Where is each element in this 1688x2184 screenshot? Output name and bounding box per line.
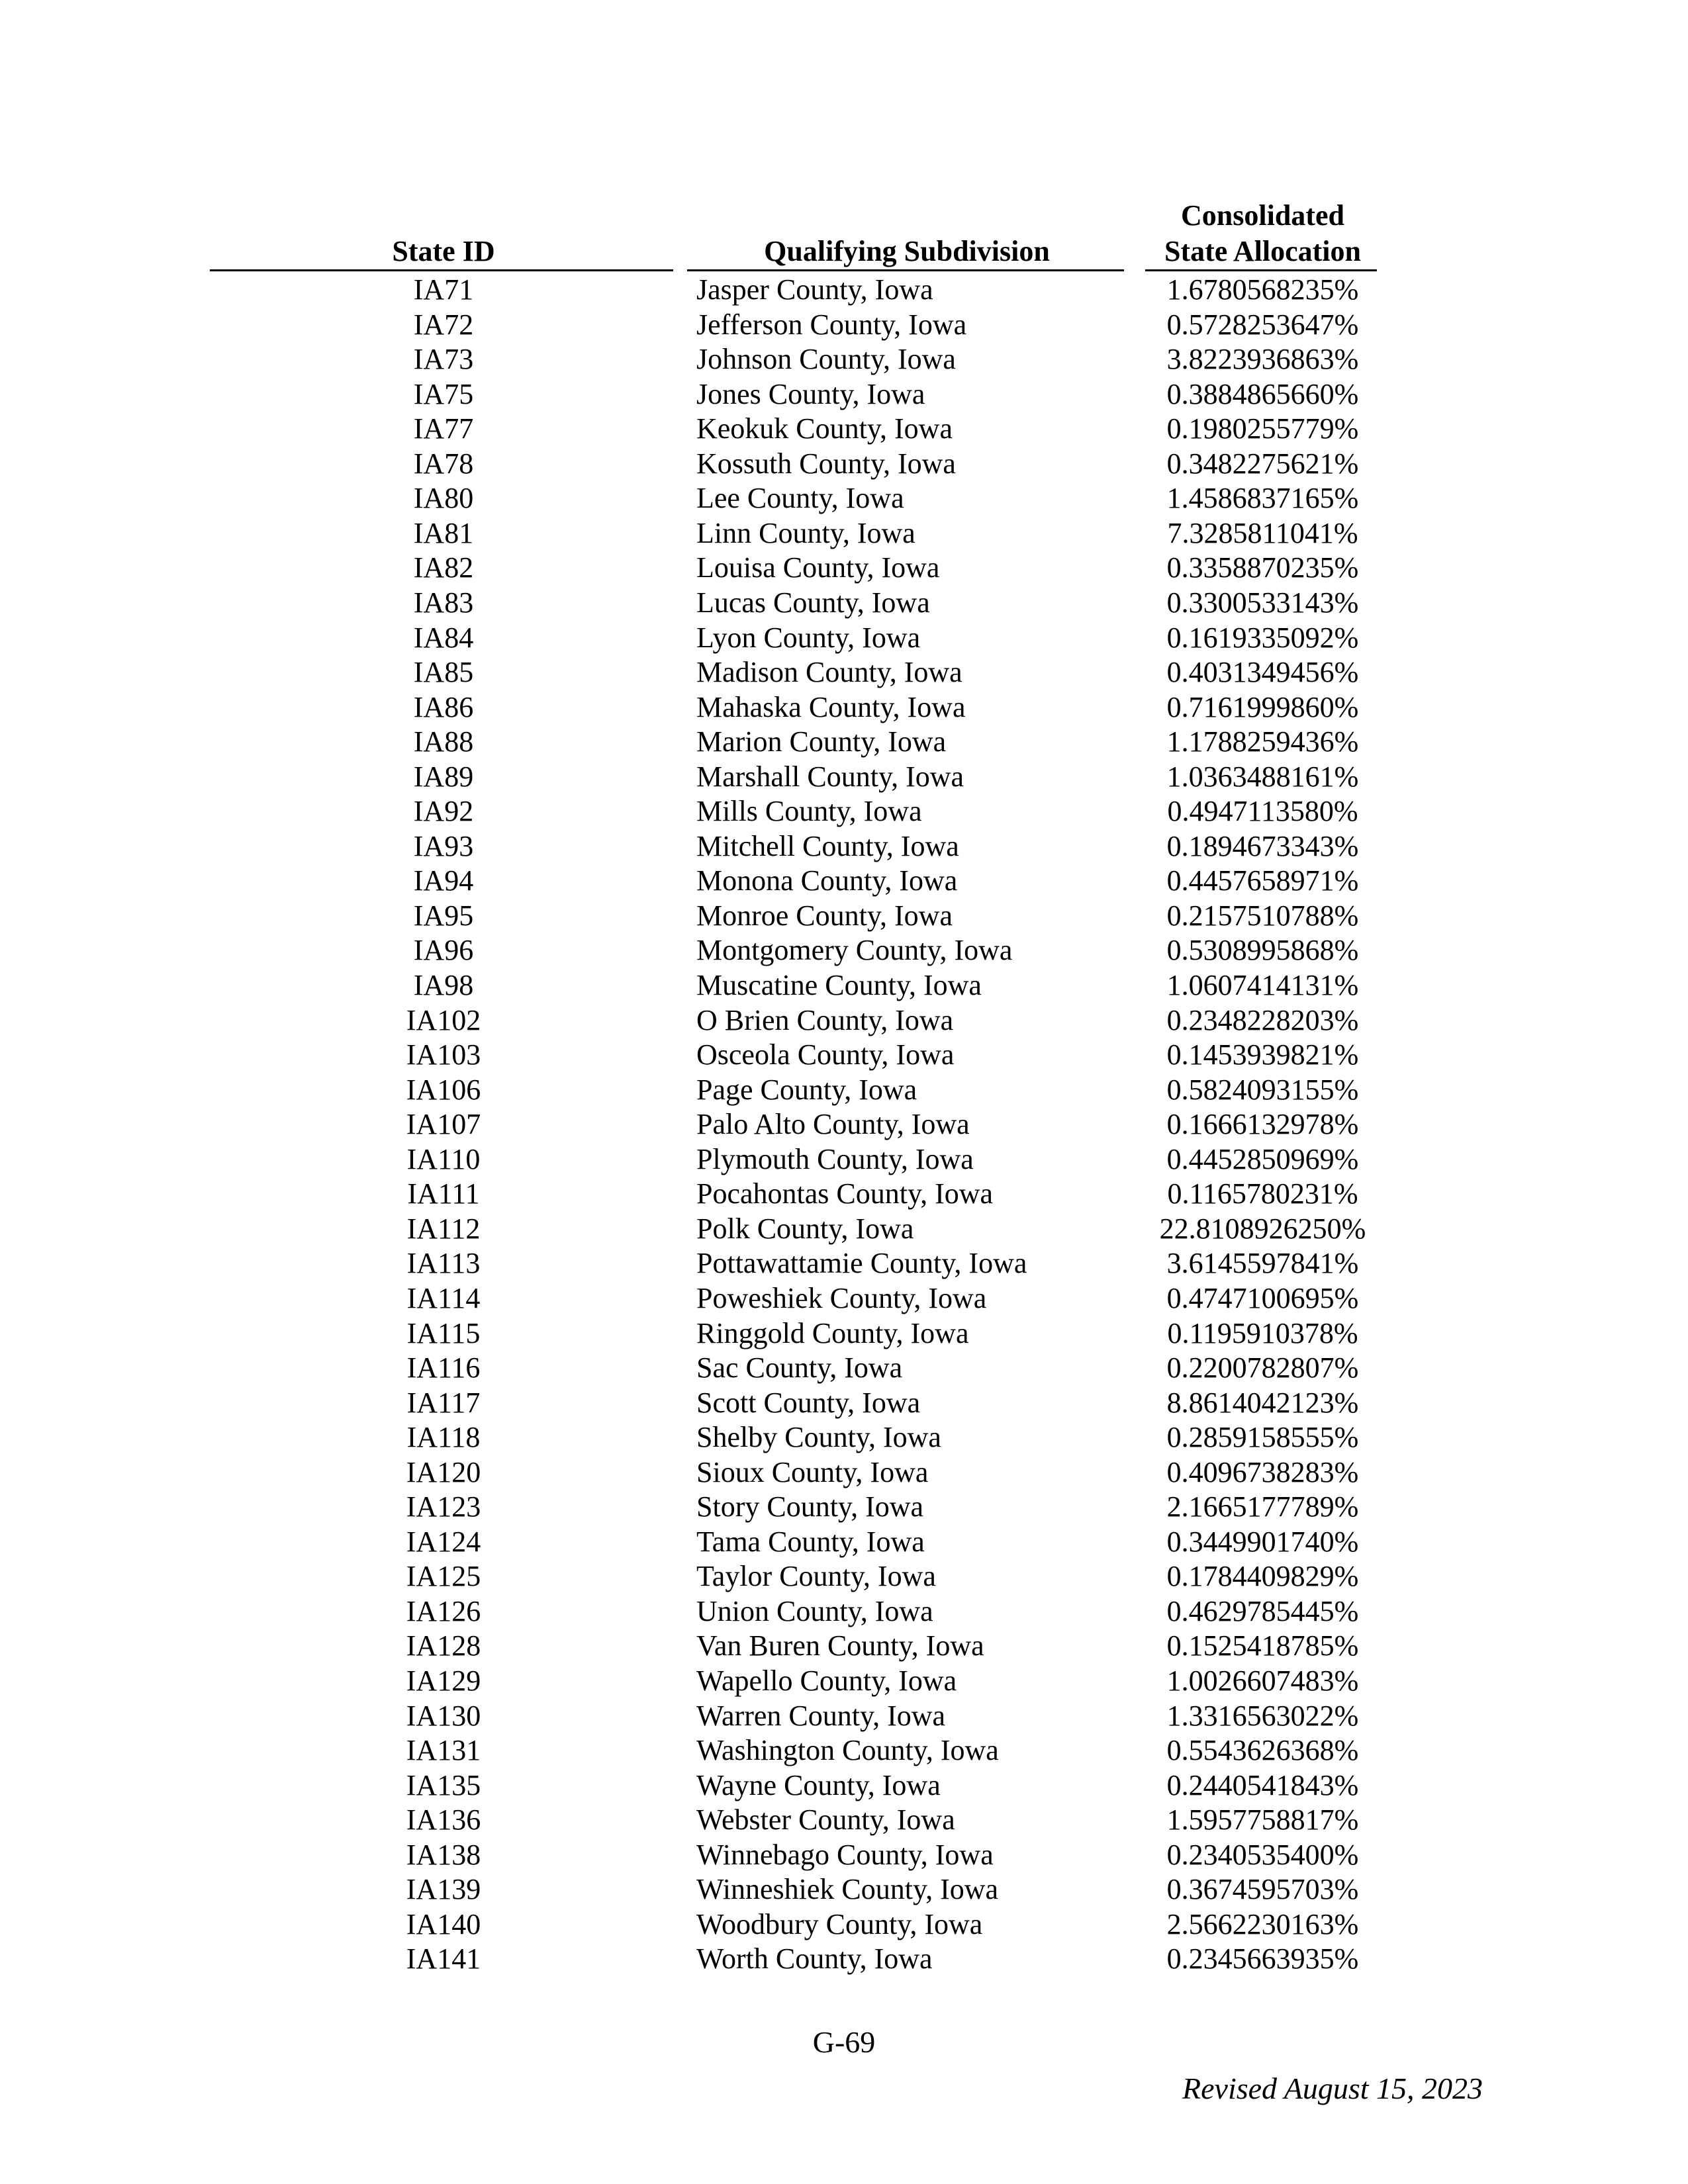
allocation-cell: 0.1980255779% <box>1166 412 1359 445</box>
allocation-cell: 1.0026607483% <box>1166 1664 1359 1697</box>
allocation-cell: 0.4031349456% <box>1166 656 1359 689</box>
allocation-cell: 0.1195910378% <box>1167 1316 1358 1349</box>
table-row <box>0 864 1688 899</box>
table-row <box>0 1733 1688 1768</box>
subdivision-cell: Pocahontas County, Iowa <box>696 1177 994 1210</box>
subdivision-cell: Mills County, Iowa <box>696 795 922 828</box>
header-rule-allocation <box>1145 269 1377 271</box>
allocation-cell: 0.3358870235% <box>1166 551 1359 584</box>
table-row <box>0 377 1688 412</box>
table-row <box>0 760 1688 795</box>
subdivision-cell: Ringgold County, Iowa <box>696 1316 969 1349</box>
allocation-cell: 0.2345663935% <box>1166 1942 1359 1976</box>
table-row <box>0 794 1688 829</box>
subdivision-cell: Kossuth County, Iowa <box>696 447 956 480</box>
revised-date: Revised August 15, 2023 <box>1182 2071 1483 2105</box>
allocation-cell: 0.2440541843% <box>1166 1768 1359 1801</box>
subdivision-cell: Marshall County, Iowa <box>696 760 964 793</box>
state-id-cell: IA128 <box>406 1629 481 1662</box>
allocation-cell: 0.1784409829% <box>1166 1560 1359 1593</box>
state-id-cell: IA131 <box>406 1734 481 1767</box>
allocation-cell: 0.2340535400% <box>1166 1838 1359 1871</box>
table-row <box>0 1594 1688 1629</box>
allocation-cell: 3.6145597841% <box>1166 1247 1359 1280</box>
state-id-cell: IA94 <box>413 864 474 897</box>
state-id-cell: IA84 <box>413 621 474 654</box>
table-row <box>0 447 1688 482</box>
table-row <box>0 342 1688 377</box>
table-row <box>0 1455 1688 1490</box>
subdivision-cell: O Brien County, Iowa <box>696 1003 954 1036</box>
table-row <box>0 690 1688 725</box>
state-id-cell: IA118 <box>406 1421 481 1454</box>
allocation-cell: 1.1788259436% <box>1166 725 1359 758</box>
state-id-cell: IA114 <box>406 1281 481 1314</box>
state-id-cell: IA93 <box>413 829 474 862</box>
subdivision-cell: Warren County, Iowa <box>696 1699 946 1732</box>
state-id-cell: IA88 <box>413 725 474 758</box>
table-row <box>0 1872 1688 1907</box>
state-id-cell: IA98 <box>413 969 474 1001</box>
table-row <box>0 1142 1688 1177</box>
subdivision-cell: Jasper County, Iowa <box>696 273 933 306</box>
subdivision-cell: Wayne County, Iowa <box>696 1768 941 1801</box>
allocation-cell: 0.4629785445% <box>1166 1594 1359 1627</box>
allocation-cell: 0.3674595703% <box>1166 1873 1359 1906</box>
state-id-cell: IA95 <box>413 899 474 932</box>
allocation-cell: 0.3884865660% <box>1166 377 1359 410</box>
allocation-cell: 0.2859158555% <box>1166 1421 1359 1454</box>
allocation-cell: 8.8614042123% <box>1166 1386 1359 1419</box>
subdivision-cell: Washington County, Iowa <box>696 1734 999 1767</box>
subdivision-cell: Madison County, Iowa <box>696 656 962 689</box>
table-row <box>0 1316 1688 1351</box>
header-rule-state-id <box>210 269 673 271</box>
header-allocation-line1: Consolidated <box>1181 199 1344 232</box>
table-row <box>0 1212 1688 1247</box>
table-row <box>0 412 1688 447</box>
table-row <box>0 1386 1688 1421</box>
allocation-cell: 0.1666132978% <box>1166 1108 1359 1141</box>
allocation-cell: 1.0363488161% <box>1166 760 1359 793</box>
state-id-cell: IA120 <box>406 1455 481 1488</box>
state-id-cell: IA82 <box>413 551 474 584</box>
table-row <box>0 516 1688 551</box>
allocation-cell: 0.1525418785% <box>1166 1629 1359 1662</box>
subdivision-cell: Lucas County, Iowa <box>696 586 930 619</box>
allocation-cell: 0.1619335092% <box>1166 621 1359 654</box>
table-row <box>0 621 1688 656</box>
table-row <box>0 1351 1688 1386</box>
table-row <box>0 1629 1688 1664</box>
allocation-cell: 0.4457658971% <box>1166 864 1359 897</box>
state-id-cell: IA83 <box>413 586 474 619</box>
subdivision-cell: Taylor County, Iowa <box>696 1560 936 1593</box>
state-id-cell: IA89 <box>413 760 474 793</box>
table-row <box>0 655 1688 690</box>
table-row <box>0 1281 1688 1316</box>
state-id-cell: IA117 <box>406 1386 481 1419</box>
allocation-cell: 1.5957758817% <box>1166 1803 1359 1837</box>
subdivision-cell: Scott County, Iowa <box>696 1386 921 1419</box>
table-row <box>0 899 1688 934</box>
subdivision-cell: Palo Alto County, Iowa <box>696 1108 970 1141</box>
subdivision-cell: Webster County, Iowa <box>696 1803 955 1837</box>
subdivision-cell: Plymouth County, Iowa <box>696 1142 974 1175</box>
allocation-cell: 1.0607414131% <box>1166 969 1359 1001</box>
subdivision-cell: Lee County, Iowa <box>696 482 904 515</box>
table-row <box>0 968 1688 1003</box>
allocation-cell: 1.3316563022% <box>1166 1699 1359 1732</box>
table-row <box>0 1768 1688 1803</box>
subdivision-cell: Lyon County, Iowa <box>696 621 921 654</box>
state-id-cell: IA135 <box>406 1768 481 1801</box>
header-qualifying-subdivision: Qualifying Subdivision <box>764 235 1050 267</box>
allocation-cell: 3.8223936863% <box>1166 343 1359 376</box>
allocation-cell: 0.5824093155% <box>1166 1073 1359 1106</box>
state-id-cell: IA81 <box>413 516 474 549</box>
allocation-cell: 1.6780568235% <box>1166 273 1359 306</box>
state-id-cell: IA96 <box>413 934 474 967</box>
state-id-cell: IA123 <box>406 1490 481 1524</box>
state-id-cell: IA116 <box>406 1351 481 1385</box>
state-id-cell: IA75 <box>413 377 474 410</box>
state-id-cell: IA78 <box>413 447 474 480</box>
subdivision-cell: Monona County, Iowa <box>696 864 958 897</box>
state-id-cell: IA110 <box>406 1142 481 1175</box>
table-row <box>0 1038 1688 1073</box>
table-row <box>0 308 1688 343</box>
state-id-cell: IA112 <box>406 1212 481 1245</box>
allocation-cell: 0.5308995868% <box>1166 934 1359 967</box>
subdivision-cell: Page County, Iowa <box>696 1073 917 1106</box>
allocation-cell: 0.7161999860% <box>1166 690 1359 723</box>
state-id-cell: IA125 <box>406 1560 481 1593</box>
state-id-cell: IA107 <box>406 1108 481 1141</box>
allocation-cell: 0.1453939821% <box>1166 1038 1359 1071</box>
subdivision-cell: Jefferson County, Iowa <box>696 308 967 341</box>
subdivision-cell: Shelby County, Iowa <box>696 1421 941 1454</box>
allocation-cell: 0.3300533143% <box>1166 586 1359 619</box>
allocation-cell: 0.5543626368% <box>1166 1734 1359 1767</box>
allocation-cell: 0.4747100695% <box>1166 1281 1359 1314</box>
subdivision-cell: Mahaska County, Iowa <box>696 690 966 723</box>
subdivision-cell: Story County, Iowa <box>696 1490 924 1524</box>
state-id-cell: IA139 <box>406 1873 481 1906</box>
allocation-cell: 0.3449901740% <box>1166 1525 1359 1558</box>
allocation-cell: 0.5728253647% <box>1166 308 1359 341</box>
table-row <box>0 829 1688 864</box>
allocation-cell: 1.4586837165% <box>1166 482 1359 515</box>
subdivision-cell: Louisa County, Iowa <box>696 551 940 584</box>
table-row <box>0 551 1688 586</box>
allocation-cell: 22.8108926250% <box>1159 1212 1366 1245</box>
table-row <box>0 481 1688 516</box>
state-id-cell: IA77 <box>413 412 474 445</box>
page-number: G-69 <box>812 2025 876 2059</box>
allocation-cell: 2.1665177789% <box>1166 1490 1359 1524</box>
subdivision-cell: Mitchell County, Iowa <box>696 829 959 862</box>
state-id-cell: IA140 <box>406 1907 481 1940</box>
table-row <box>0 1177 1688 1212</box>
subdivision-cell: Winneshiek County, Iowa <box>696 1873 999 1906</box>
table-row <box>0 1699 1688 1734</box>
state-id-cell: IA136 <box>406 1803 481 1837</box>
subdivision-cell: Muscatine County, Iowa <box>696 969 982 1001</box>
subdivision-cell: Wapello County, Iowa <box>696 1664 957 1697</box>
state-id-cell: IA86 <box>413 690 474 723</box>
table-row <box>0 1803 1688 1838</box>
table-row <box>0 1107 1688 1142</box>
allocation-cell: 0.1165780231% <box>1167 1177 1358 1210</box>
subdivision-cell: Polk County, Iowa <box>696 1212 914 1245</box>
subdivision-cell: Winnebago County, Iowa <box>696 1838 994 1871</box>
subdivision-cell: Montgomery County, Iowa <box>696 934 1013 967</box>
subdivision-cell: Sioux County, Iowa <box>696 1455 929 1488</box>
table-row <box>0 1942 1688 1977</box>
subdivision-cell: Monroe County, Iowa <box>696 899 953 932</box>
table-row <box>0 1907 1688 1942</box>
subdivision-cell: Poweshiek County, Iowa <box>696 1281 987 1314</box>
table-row <box>0 1073 1688 1108</box>
state-id-cell: IA102 <box>406 1003 481 1036</box>
table-row <box>0 586 1688 621</box>
state-id-cell: IA85 <box>413 656 474 689</box>
state-id-cell: IA115 <box>406 1316 481 1349</box>
subdivision-cell: Marion County, Iowa <box>696 725 947 758</box>
state-id-cell: IA126 <box>406 1594 481 1627</box>
subdivision-cell: Sac County, Iowa <box>696 1351 903 1385</box>
state-id-cell: IA124 <box>406 1525 481 1558</box>
subdivision-cell: Worth County, Iowa <box>696 1942 933 1976</box>
allocation-cell: 0.4452850969% <box>1166 1142 1359 1175</box>
allocation-cell: 0.2157510788% <box>1166 899 1359 932</box>
allocation-cell: 7.3285811041% <box>1167 516 1358 549</box>
table-row <box>0 1559 1688 1594</box>
table-row <box>0 1664 1688 1699</box>
subdivision-cell: Osceola County, Iowa <box>696 1038 955 1071</box>
subdivision-cell: Woodbury County, Iowa <box>696 1907 983 1940</box>
state-id-cell: IA141 <box>406 1942 481 1976</box>
header-rule-subdivision <box>687 269 1124 271</box>
table-row <box>0 1490 1688 1525</box>
subdivision-cell: Van Buren County, Iowa <box>696 1629 984 1662</box>
state-id-cell: IA111 <box>407 1177 480 1210</box>
state-id-cell: IA130 <box>406 1699 481 1732</box>
table-row <box>0 1838 1688 1873</box>
allocation-cell: 0.1894673343% <box>1166 829 1359 862</box>
table-row <box>0 1003 1688 1038</box>
state-id-cell: IA138 <box>406 1838 481 1871</box>
table-row <box>0 1420 1688 1455</box>
state-id-cell: IA106 <box>406 1073 481 1106</box>
table-row <box>0 725 1688 760</box>
header-state-id: State ID <box>392 235 495 267</box>
subdivision-cell: Johnson County, Iowa <box>696 343 956 376</box>
table-row <box>0 1525 1688 1560</box>
state-id-cell: IA129 <box>406 1664 481 1697</box>
state-id-cell: IA113 <box>406 1247 481 1280</box>
allocation-cell: 0.2200782807% <box>1166 1351 1359 1385</box>
state-id-cell: IA80 <box>413 482 474 515</box>
subdivision-cell: Tama County, Iowa <box>696 1525 925 1558</box>
allocation-cell: 0.2348228203% <box>1166 1003 1359 1036</box>
table-row <box>0 933 1688 968</box>
allocation-cell: 0.4096738283% <box>1166 1455 1359 1488</box>
allocation-cell: 0.4947113580% <box>1167 795 1358 828</box>
state-id-cell: IA71 <box>413 273 474 306</box>
subdivision-cell: Union County, Iowa <box>696 1594 933 1627</box>
state-id-cell: IA72 <box>413 308 474 341</box>
subdivision-cell: Pottawattamie County, Iowa <box>696 1247 1027 1280</box>
subdivision-cell: Jones County, Iowa <box>696 377 925 410</box>
subdivision-cell: Keokuk County, Iowa <box>696 412 953 445</box>
allocation-cell: 0.3482275621% <box>1166 447 1359 480</box>
table-row <box>0 1246 1688 1281</box>
state-id-cell: IA73 <box>413 343 474 376</box>
header-allocation-line2: State Allocation <box>1164 235 1361 267</box>
state-id-cell: IA103 <box>406 1038 481 1071</box>
allocation-cell: 2.5662230163% <box>1166 1907 1359 1940</box>
table-row <box>0 273 1688 308</box>
state-id-cell: IA92 <box>413 795 474 828</box>
subdivision-cell: Linn County, Iowa <box>696 516 915 549</box>
